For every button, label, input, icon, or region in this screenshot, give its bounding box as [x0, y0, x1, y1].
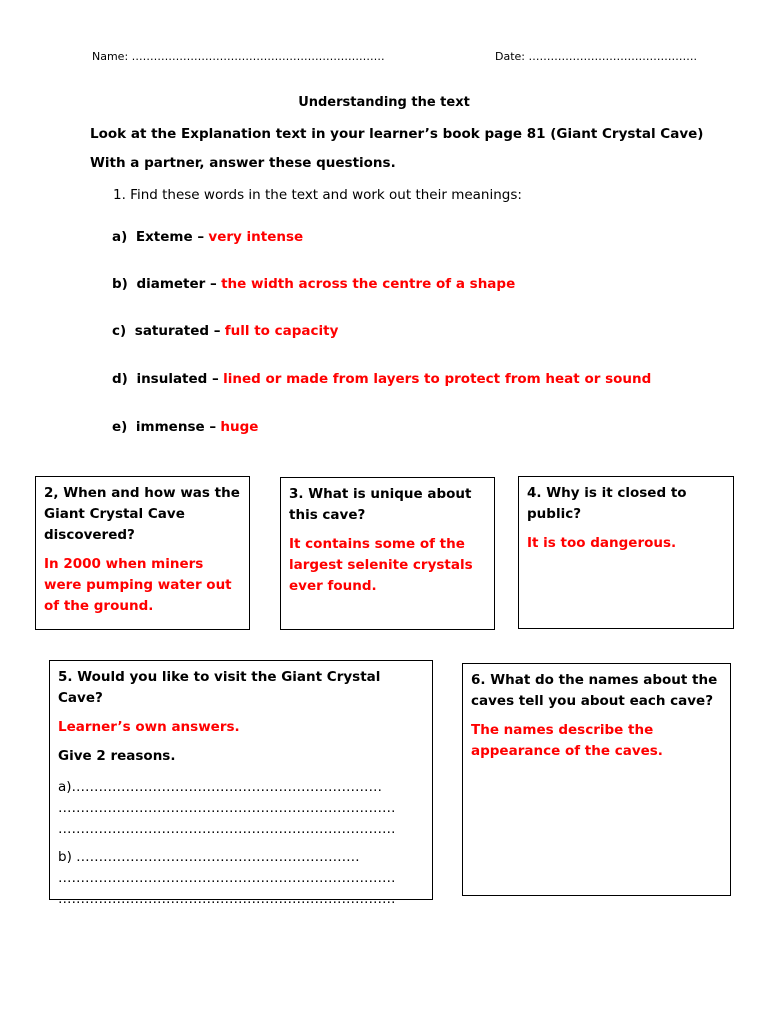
name-field[interactable]: Name: ……………………………………………………………	[92, 50, 385, 63]
question-6-prompt: 6. What do the names about the caves tell you about each cave?	[471, 672, 718, 709]
vocab-letter: e)	[112, 419, 128, 435]
answer-line-a3[interactable]: …………………………………………………………………	[58, 821, 396, 837]
vocab-word: diameter –	[136, 276, 217, 292]
question-3-answer: It contains some of the largest selenite crystals ever found.	[289, 536, 473, 594]
date-field[interactable]: Date: ……………………………………….	[495, 50, 697, 63]
question-4-answer: It is too dangerous.	[527, 535, 677, 551]
vocab-item-e	[112, 419, 258, 435]
vocab-meaning: lined or made from layers to protect from heat or sound	[223, 371, 652, 387]
vocab-item-c	[112, 323, 338, 339]
question-5-reasons-label: Give 2 reasons.	[58, 748, 176, 764]
question-4-box	[518, 476, 734, 629]
answer-line-b3[interactable]: …………………………………………………………………	[58, 891, 396, 907]
question-2-answer: In 2000 when miners were pumping water out of the ground.	[44, 556, 232, 614]
answer-line-b[interactable]: b) ………………………………………………………	[58, 849, 360, 865]
question-2-prompt: 2, When and how was the Giant Crystal Cave discovered?	[44, 485, 240, 543]
vocab-word: Exteme –	[135, 229, 205, 245]
vocab-letter: c)	[112, 323, 127, 339]
vocab-meaning: the width across the centre of a shape	[221, 276, 516, 292]
vocab-meaning: very intense	[208, 229, 304, 245]
question-6-box	[462, 663, 731, 896]
question-5-prompt: 5. Would you like to visit the Giant Crystal Cave?	[58, 669, 381, 706]
vocab-word: insulated –	[136, 371, 219, 387]
answer-line-b2[interactable]: …………………………………………………………………	[58, 870, 396, 886]
question-3-prompt: 3. What is unique about this cave?	[289, 486, 472, 523]
page-title: Understanding the text	[298, 95, 470, 110]
vocab-meaning: full to capacity	[224, 323, 339, 339]
vocab-letter: d)	[112, 371, 128, 387]
vocab-word: immense –	[135, 419, 217, 435]
vocab-item-a	[112, 229, 303, 245]
question-1-prompt: 1. Find these words in the text and work out their meanings:	[113, 187, 522, 203]
vocab-item-d	[112, 371, 651, 387]
question-6-answer: The names describe the appearance of the caves.	[471, 722, 663, 759]
question-2-box	[35, 476, 250, 630]
vocab-meaning: huge	[220, 419, 259, 435]
answer-line-a2[interactable]: …………………………………………………………………	[58, 800, 396, 816]
question-4-prompt: 4. Why is it closed to public?	[527, 485, 687, 522]
vocab-item-b	[112, 276, 515, 292]
question-3-box	[280, 477, 495, 630]
answer-line-a[interactable]: a)……………………………………………………………	[58, 779, 383, 795]
vocab-letter: a)	[112, 229, 128, 245]
instruction-line-1: Look at the Explanation text in your learner’s book page 81 (Giant Crystal Cave)	[90, 126, 704, 142]
question-5-box	[49, 660, 433, 907]
question-5-answer: Learner’s own answers.	[58, 719, 240, 735]
vocab-word: saturated –	[134, 323, 221, 339]
instruction-line-2: With a partner, answer these questions.	[90, 155, 396, 171]
vocab-letter: b)	[112, 276, 128, 292]
